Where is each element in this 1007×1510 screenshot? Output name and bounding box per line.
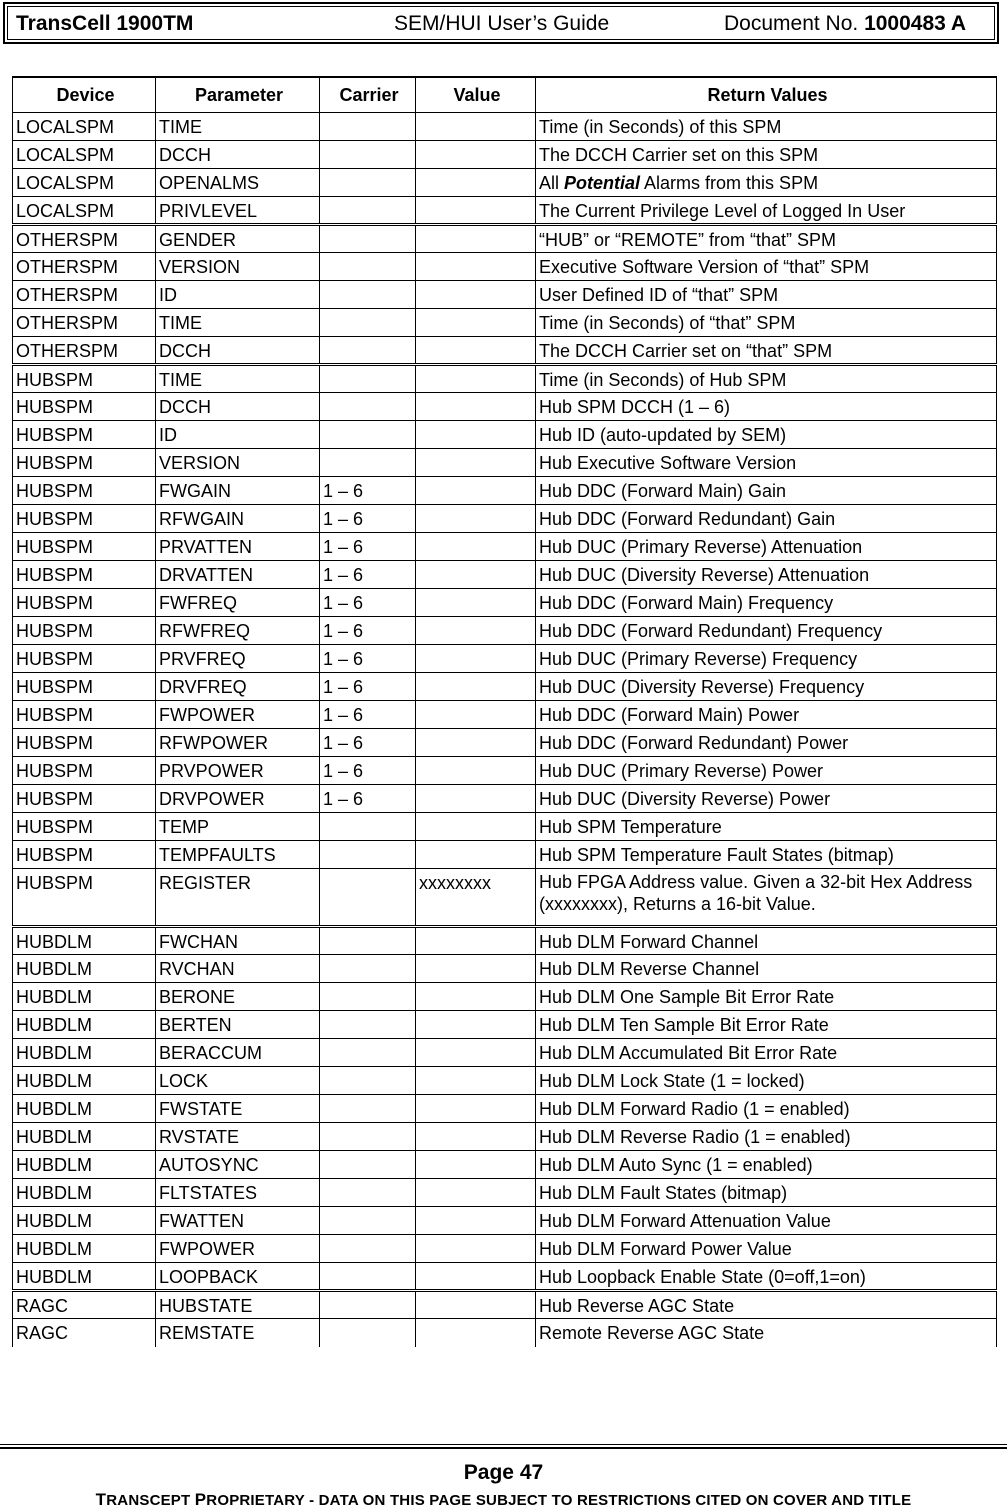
cell-value [416,1319,536,1347]
cell-parameter: ID [156,421,320,449]
cell-value [416,1067,536,1095]
cell-device: OTHERSPM [13,337,156,365]
cell-return-value: Hub DDC (Forward Redundant) Frequency [536,617,997,645]
table-row [13,309,997,337]
proprietary-notice-part: RANSCEPT [106,1492,195,1509]
cell-parameter: VERSION [156,449,320,477]
column-header-value: Value [416,77,536,113]
cell-value [416,281,536,309]
cell-value [416,1291,536,1319]
cell-carrier [320,927,416,955]
cell-return-value: Hub DUC (Primary Reverse) Frequency [536,645,997,673]
cell-value [416,141,536,169]
cell-carrier [320,869,416,927]
cell-device: HUBDLM [13,927,156,955]
cell-parameter: DCCH [156,393,320,421]
cell-return-value: Hub SPM DCCH (1 – 6) [536,393,997,421]
cell-return-value: Hub DLM Forward Power Value [536,1235,997,1263]
cell-carrier [320,421,416,449]
proprietary-notice-part: P [194,1490,207,1509]
cell-return-value: Time (in Seconds) of this SPM [536,113,997,141]
cell-return-value: Hub DDC (Forward Redundant) Power [536,729,997,757]
cell-return-value [536,169,997,197]
cell-return-value: Hub DDC (Forward Redundant) Gain [536,505,997,533]
cell-return-value: Time (in Seconds) of Hub SPM [536,365,997,393]
cell-return-value: Hub SPM Temperature [536,813,997,841]
cell-parameter: HUBSTATE [156,1291,320,1319]
cell-carrier [320,449,416,477]
cell-parameter: FWPOWER [156,701,320,729]
cell-carrier [320,253,416,281]
cell-carrier [320,365,416,393]
document-number-value: 1000483 A [864,12,967,35]
cell-return-value: Hub DLM Reverse Radio (1 = enabled) [536,1123,997,1151]
table-row [13,757,997,785]
document-header [3,2,999,44]
cell-parameter: RVSTATE [156,1123,320,1151]
cell-parameter: RFWGAIN [156,505,320,533]
table-row [13,701,997,729]
cell-carrier: 1 – 6 [320,561,416,589]
table-body [13,113,997,1347]
column-header-carrier: Carrier [320,77,416,113]
table-row [13,673,997,701]
cell-device: HUBSPM [13,701,156,729]
cell-carrier [320,113,416,141]
cell-parameter: TIME [156,113,320,141]
cell-device: HUBSPM [13,393,156,421]
cell-carrier [320,1095,416,1123]
cell-carrier [320,1179,416,1207]
table-row [13,617,997,645]
cell-value [416,983,536,1011]
table-row [13,225,997,253]
table-row [13,927,997,955]
cell-device: RAGC [13,1291,156,1319]
cell-carrier: 1 – 6 [320,729,416,757]
page-number: Page 47 [463,1461,544,1484]
cell-device: HUBSPM [13,505,156,533]
proprietary-notice-part: ROPRIETARY - DATA ON THIS PAGE SUBJECT TO RESTRICTIONS CITED ON COVER AND TITLE [206,1492,912,1509]
cell-value [416,841,536,869]
cell-device: OTHERSPM [13,309,156,337]
cell-device: LOCALSPM [13,169,156,197]
cell-device: OTHERSPM [13,253,156,281]
cell-value [416,617,536,645]
cell-value [416,337,536,365]
cell-parameter: REMSTATE [156,1319,320,1347]
cell-carrier: 1 – 6 [320,505,416,533]
cell-return-value: Hub DLM Reverse Channel [536,955,997,983]
cell-carrier [320,1151,416,1179]
cell-carrier [320,1123,416,1151]
product-name: TransCell 1900TM [16,12,194,35]
table-row [13,841,997,869]
cell-return-value: Hub DLM Accumulated Bit Error Rate [536,1039,997,1067]
table-row [13,281,997,309]
cell-carrier [320,1319,416,1347]
cell-parameter: FWCHAN [156,927,320,955]
cell-carrier [320,841,416,869]
table-row [13,785,997,813]
cell-device: HUBDLM [13,1123,156,1151]
cell-parameter: FWSTATE [156,1095,320,1123]
table-row [13,113,997,141]
table-row [13,141,997,169]
cell-carrier [320,225,416,253]
cell-device: HUBSPM [13,673,156,701]
return-text: All [539,173,565,193]
cell-device: HUBSPM [13,561,156,589]
cell-value [416,533,536,561]
cell-device: LOCALSPM [13,113,156,141]
cell-return-value: Hub Reverse AGC State [536,1291,997,1319]
cell-device: OTHERSPM [13,225,156,253]
table-row [13,869,997,927]
table-row [13,1179,997,1207]
cell-parameter: PRVATTEN [156,533,320,561]
table-row [13,337,997,365]
table-row [13,955,997,983]
cell-parameter: PRIVLEVEL [156,197,320,225]
cell-parameter: DRVATTEN [156,561,320,589]
cell-return-value: Hub DLM Fault States (bitmap) [536,1179,997,1207]
document-number-prefix: Document No. [724,12,865,35]
cell-value [416,673,536,701]
table-row [13,729,997,757]
cell-parameter: FWFREQ [156,589,320,617]
cell-carrier [320,983,416,1011]
table-row [13,1207,997,1235]
cell-value [416,1263,536,1291]
column-header-return-values: Return Values [536,77,997,113]
cell-parameter: TEMPFAULTS [156,841,320,869]
cell-device: HUBDLM [13,1067,156,1095]
cell-carrier: 1 – 6 [320,645,416,673]
cell-device: HUBDLM [13,1011,156,1039]
cell-value [416,421,536,449]
table-row [13,1235,997,1263]
cell-carrier [320,141,416,169]
cell-value [416,477,536,505]
table-row [13,1123,997,1151]
cell-device: HUBDLM [13,1235,156,1263]
table-row [13,169,997,197]
cell-carrier [320,813,416,841]
cell-device: HUBDLM [13,1039,156,1067]
cell-device: HUBSPM [13,533,156,561]
proprietary-notice [0,1490,1007,1510]
cell-value [416,309,536,337]
cell-value [416,253,536,281]
cell-return-value: Remote Reverse AGC State [536,1319,997,1347]
footer-rule [0,1444,1007,1449]
cell-value [416,1151,536,1179]
return-emphasis: Potential [564,173,641,193]
cell-return-value: Hub DLM Lock State (1 = locked) [536,1067,997,1095]
cell-return-value: The DCCH Carrier set on “that” SPM [536,337,997,365]
cell-value [416,1095,536,1123]
cell-value [416,197,536,225]
cell-value [416,561,536,589]
cell-return-value: Hub DUC (Diversity Reverse) Attenuation [536,561,997,589]
cell-device: HUBSPM [13,477,156,505]
cell-parameter: AUTOSYNC [156,1151,320,1179]
cell-parameter: FWATTEN [156,1207,320,1235]
cell-carrier [320,1207,416,1235]
table-row [13,561,997,589]
cell-return-value: Hub DUC (Primary Reverse) Attenuation [536,533,997,561]
cell-parameter: LOCK [156,1067,320,1095]
proprietary-notice-part: T [95,1490,107,1509]
cell-device: LOCALSPM [13,141,156,169]
cell-parameter: RFWFREQ [156,617,320,645]
cell-return-value: Hub FPGA Address value. Given a 32-bit Hex Address (xxxxxxxx), Returns a 16-bit Value. [536,869,997,927]
cell-device: HUBSPM [13,757,156,785]
cell-carrier [320,281,416,309]
parameter-table [12,76,997,1347]
cell-return-value: Hub DDC (Forward Main) Power [536,701,997,729]
cell-device: HUBSPM [13,645,156,673]
cell-parameter: DCCH [156,337,320,365]
cell-carrier: 1 – 6 [320,533,416,561]
cell-value [416,225,536,253]
cell-return-value: Hub DDC (Forward Main) Frequency [536,589,997,617]
cell-return-value: Executive Software Version of “that” SPM [536,253,997,281]
cell-carrier [320,197,416,225]
cell-device: HUBSPM [13,449,156,477]
cell-carrier: 1 – 6 [320,673,416,701]
cell-device: HUBSPM [13,785,156,813]
cell-value [416,1235,536,1263]
table-row [13,589,997,617]
table-row [13,197,997,225]
cell-parameter: FWGAIN [156,477,320,505]
cell-return-value: Hub DUC (Diversity Reverse) Power [536,785,997,813]
cell-return-value: Hub DLM Forward Attenuation Value [536,1207,997,1235]
cell-device: HUBSPM [13,365,156,393]
table-row [13,983,997,1011]
cell-return-value: Hub DLM One Sample Bit Error Rate [536,983,997,1011]
cell-return-value: Hub DDC (Forward Main) Gain [536,477,997,505]
cell-return-value: Hub Executive Software Version [536,449,997,477]
cell-return-value: Hub Loopback Enable State (0=off,1=on) [536,1263,997,1291]
cell-parameter: TIME [156,365,320,393]
cell-value [416,365,536,393]
cell-return-value: Hub DLM Forward Channel [536,927,997,955]
table-row [13,533,997,561]
cell-carrier: 1 – 6 [320,701,416,729]
table-row [13,477,997,505]
cell-parameter: ID [156,281,320,309]
cell-device: HUBDLM [13,1207,156,1235]
cell-value [416,813,536,841]
cell-return-value: “HUB” or “REMOTE” from “that” SPM [536,225,997,253]
cell-device: HUBDLM [13,1095,156,1123]
cell-carrier [320,1235,416,1263]
cell-carrier: 1 – 6 [320,617,416,645]
cell-value [416,1011,536,1039]
table-row [13,1039,997,1067]
cell-parameter: LOOPBACK [156,1263,320,1291]
cell-carrier [320,309,416,337]
cell-carrier [320,1011,416,1039]
cell-return-value: The Current Privilege Level of Logged In User [536,197,997,225]
cell-carrier [320,1291,416,1319]
table-row [13,1067,997,1095]
cell-value [416,757,536,785]
table-row [13,645,997,673]
cell-value [416,1039,536,1067]
cell-device: HUBDLM [13,983,156,1011]
cell-carrier [320,955,416,983]
cell-parameter: FWPOWER [156,1235,320,1263]
cell-value [416,927,536,955]
cell-device: HUBSPM [13,869,156,927]
cell-parameter: PRVFREQ [156,645,320,673]
table-row [13,1151,997,1179]
cell-value [416,505,536,533]
cell-device: HUBSPM [13,617,156,645]
cell-parameter: BERONE [156,983,320,1011]
cell-value [416,701,536,729]
cell-carrier [320,169,416,197]
cell-device: OTHERSPM [13,281,156,309]
cell-parameter: DRVFREQ [156,673,320,701]
cell-value [416,1123,536,1151]
cell-device: HUBDLM [13,1263,156,1291]
cell-device: HUBSPM [13,589,156,617]
cell-device: HUBSPM [13,841,156,869]
table-row [13,1319,997,1347]
table-row [13,421,997,449]
cell-parameter: DRVPOWER [156,785,320,813]
cell-value [416,785,536,813]
table-row [13,1263,997,1291]
cell-device: LOCALSPM [13,197,156,225]
cell-carrier [320,1067,416,1095]
cell-value [416,645,536,673]
cell-parameter: PRVPOWER [156,757,320,785]
cell-device: RAGC [13,1319,156,1347]
cell-parameter: BERTEN [156,1011,320,1039]
cell-value [416,113,536,141]
cell-value [416,589,536,617]
table-header-row [13,77,997,113]
cell-carrier [320,1263,416,1291]
cell-value [416,1179,536,1207]
cell-parameter: RVCHAN [156,955,320,983]
cell-return-value: Hub ID (auto-updated by SEM) [536,421,997,449]
cell-value [416,449,536,477]
table-row [13,393,997,421]
table-row [13,1291,997,1319]
cell-parameter: TIME [156,309,320,337]
cell-parameter: TEMP [156,813,320,841]
cell-value [416,729,536,757]
cell-value [416,393,536,421]
return-text: Alarms from this SPM [640,173,819,193]
cell-return-value: Hub DLM Auto Sync (1 = enabled) [536,1151,997,1179]
cell-value [416,169,536,197]
cell-device: HUBDLM [13,955,156,983]
cell-parameter: OPENALMS [156,169,320,197]
guide-title: SEM/HUI User’s Guide [394,12,610,35]
table-row [13,253,997,281]
cell-carrier: 1 – 6 [320,785,416,813]
cell-carrier: 1 – 6 [320,477,416,505]
cell-value: xxxxxxxx [416,869,536,927]
cell-return-value: Hub DLM Forward Radio (1 = enabled) [536,1095,997,1123]
cell-carrier [320,393,416,421]
column-header-parameter: Parameter [156,77,320,113]
table-row [13,449,997,477]
cell-carrier: 1 – 6 [320,757,416,785]
table-row [13,1011,997,1039]
column-header-device: Device [13,77,156,113]
cell-parameter: FLTSTATES [156,1179,320,1207]
cell-device: HUBSPM [13,421,156,449]
cell-parameter: VERSION [156,253,320,281]
cell-device: HUBDLM [13,1151,156,1179]
cell-carrier [320,337,416,365]
cell-return-value: Hub DLM Ten Sample Bit Error Rate [536,1011,997,1039]
cell-parameter: REGISTER [156,869,320,927]
cell-return-value: Hub DUC (Primary Reverse) Power [536,757,997,785]
cell-device: HUBSPM [13,813,156,841]
table-row [13,1095,997,1123]
table-row [13,365,997,393]
cell-return-value: Hub DUC (Diversity Reverse) Frequency [536,673,997,701]
cell-parameter: RFWPOWER [156,729,320,757]
cell-device: HUBDLM [13,1179,156,1207]
cell-carrier: 1 – 6 [320,589,416,617]
cell-return-value: The DCCH Carrier set on this SPM [536,141,997,169]
cell-value [416,955,536,983]
cell-parameter: DCCH [156,141,320,169]
table-row [13,505,997,533]
cell-return-value: User Defined ID of “that” SPM [536,281,997,309]
document-number [724,12,966,36]
cell-parameter: BERACCUM [156,1039,320,1067]
cell-return-value: Time (in Seconds) of “that” SPM [536,309,997,337]
table-row [13,813,997,841]
cell-parameter: GENDER [156,225,320,253]
cell-return-value: Hub SPM Temperature Fault States (bitmap) [536,841,997,869]
cell-carrier [320,1039,416,1067]
cell-value [416,1207,536,1235]
cell-device: HUBSPM [13,729,156,757]
